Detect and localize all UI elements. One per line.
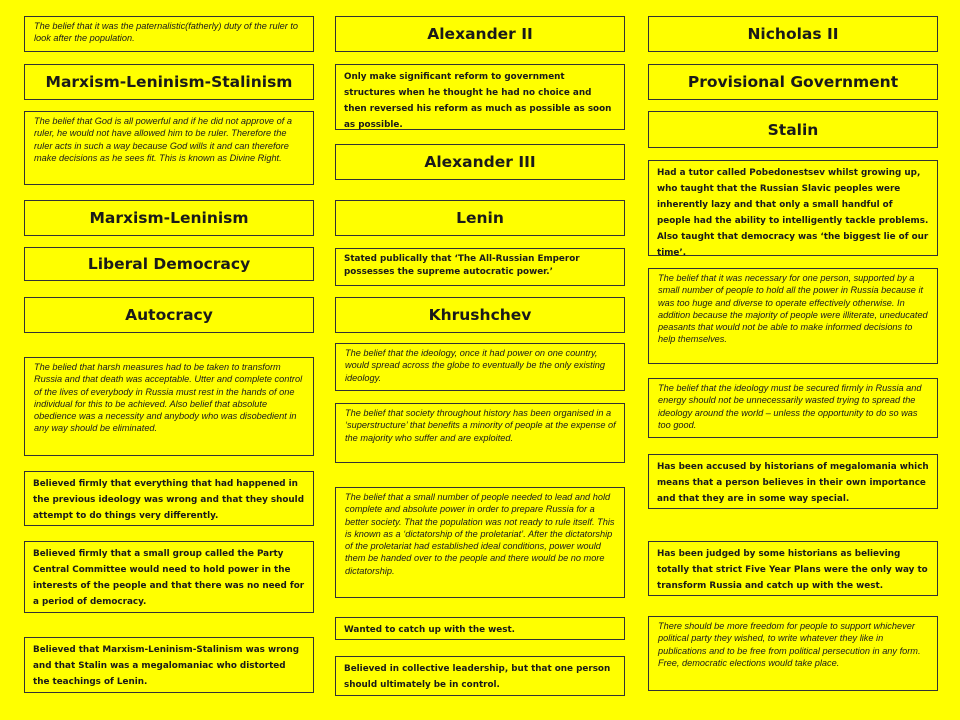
five-year-plans-card[interactable] — [648, 541, 938, 596]
stalin-megalomaniac-card[interactable] — [24, 637, 314, 693]
card-text: The belief that a small number of people needed to lead and hold complete and absolute power in order to prepare Russia for a better society. That the population was not ready to rule itself. This is known as a ‘dictatorship of the proletariat’. After the dictatorship of the proletariat had established ideal conditions, power would them be handed over to the people and there would be no more dictatorship. — [345, 492, 615, 576]
paternalistic-belief-card[interactable] — [24, 16, 314, 52]
card-title: Stalin — [767, 120, 819, 139]
card-text: Believed firmly that everything that had happened in the previous ideology was wrong and that they should attempt to do things very differently. — [33, 479, 304, 521]
khrushchev-card[interactable] — [335, 297, 625, 333]
card-text: Stated publically that ‘The All-Russian Emperor possesses the supreme autocratic power.’ — [344, 254, 580, 278]
more-freedom-card[interactable] — [648, 616, 938, 691]
harsh-measures-card[interactable] — [24, 357, 314, 456]
pobedonostsev-tutor-card[interactable] — [648, 160, 938, 256]
lenin-card[interactable] — [335, 200, 625, 236]
card-text: The belief that it was necessary for one person, supported by a small number of people to hold all the power in Russia because it was too huge and diverse to operate effectively otherwise. In addition because the majority of people were illiterate, uneducated peasants that would not be able to make informed decisions to help themselves. — [658, 273, 928, 345]
card-text: Believed in collective leadership, but that one person should ultimately be in control. — [344, 664, 611, 690]
card-text: Had a tutor called Pobedonestsev whilst growing up, who taught that the Russian Slavic peoples were inherently lazy and that only a small handful of people had the ability to intelligently tackle problems. Also taught that democracy was ‘the biggest lie of our time’. — [657, 168, 929, 258]
card-title: Khrushchev — [428, 306, 532, 324]
card-title: Autocracy — [125, 306, 213, 324]
card-title: Lenin — [456, 209, 504, 227]
provisional-government-card[interactable] — [648, 64, 938, 100]
dictatorship-proletariat-card[interactable] — [335, 487, 625, 598]
alexander-ii-card[interactable] — [335, 16, 625, 52]
supreme-autocratic-power-card[interactable] — [335, 248, 625, 286]
card-text: The belief that the ideology must be secured firmly in Russia and energy should not be unnecessarily wasted trying to spread the ideology around the world – unless the opportunity to do so was too good. — [658, 383, 922, 430]
card-text: The belief that society throughout history has been organised in a ‘superstructure’ that benefits a minority of people at the expense of the majority who suffer and are exploited. — [345, 408, 616, 443]
card-text: Has been judged by some historians as believing totally that strict Five Year Plans were the only way to transform Russia and catch up with the west. — [657, 549, 928, 591]
card-text: Believed that Marxism-Leninism-Stalinism was wrong and that Stalin was a megalomaniac who distorted the teachings of Lenin. — [33, 645, 300, 687]
nicholas-ii-card[interactable] — [648, 16, 938, 52]
stalin-card[interactable] — [648, 111, 938, 148]
card-title: Marxism-Leninism-Stalinism — [45, 73, 293, 91]
alexander-iii-card[interactable] — [335, 144, 625, 180]
card-title: Alexander II — [427, 25, 533, 43]
ideology-secured-card[interactable] — [648, 378, 938, 438]
card-text: The belied that harsh measures had to be taken to transform Russia and that death was acceptable. Utter and complete control of the lives of everybody in Russia must rest in the hands of one individual for this to be achieved. Also belief that absolute obedience was a necessity and anybody who was disobedient in any way should be eliminated. — [34, 362, 303, 434]
divine-right-card[interactable] — [24, 111, 314, 185]
spread-ideology-card[interactable] — [335, 343, 625, 391]
card-text: Has been accused by historians of megalomania which means that a person believes in their own importance and that they are in some way special. — [657, 462, 929, 504]
marxism-leninism-card[interactable] — [24, 200, 314, 236]
catch-up-west-card[interactable] — [335, 617, 625, 640]
card-text: Wanted to catch up with the west. — [344, 625, 515, 635]
one-person-power-card[interactable] — [648, 268, 938, 364]
card-title: Liberal Democracy — [87, 255, 251, 273]
reform-reversed-card[interactable] — [335, 64, 625, 130]
autocracy-card[interactable] — [24, 297, 314, 333]
everything-wrong-card[interactable] — [24, 471, 314, 526]
card-text: The belief that God is all powerful and if he did not approve of a ruler, he would not have allowed him to be ruler. Therefore the ruler acts in such a way because God wills it and can therefore make decisions as he sees fit. This is known as Divine Right. — [34, 116, 292, 163]
card-text: Only make significant reform to government structures when he thought he had no choice and then reversed his reform as much as possible as soon as possible. — [344, 72, 612, 130]
card-text: The belief that the ideology, once it had power on one country, would spread across the globe to eventually be the only existing ideology. — [345, 348, 605, 383]
card-text: The belief that it was the paternalistic(fatherly) duty of the ruler to look after the population. — [34, 21, 299, 44]
card-title: Marxism-Leninism — [89, 209, 249, 227]
megalomania-card[interactable] — [648, 454, 938, 509]
collective-leadership-card[interactable] — [335, 656, 625, 696]
party-central-committee-card[interactable] — [24, 541, 314, 613]
liberal-democracy-card[interactable] — [24, 247, 314, 281]
card-text: Believed firmly that a small group called the Party Central Committee would need to hold power in the interests of the people and that there was no need for a period of democracy. — [33, 549, 305, 607]
card-title: Provisional Government — [687, 73, 899, 91]
card-title: Alexander III — [424, 153, 536, 171]
card-text: There should be more freedom for people to support whichever political party they wished, to write whatever they like in publications and to be free from political persecution in any form. Free, democratic elections would take place. — [658, 621, 921, 668]
marxism-leninism-stalinism-card[interactable] — [24, 64, 314, 100]
card-title: Nicholas II — [747, 25, 839, 43]
superstructure-card[interactable] — [335, 403, 625, 463]
